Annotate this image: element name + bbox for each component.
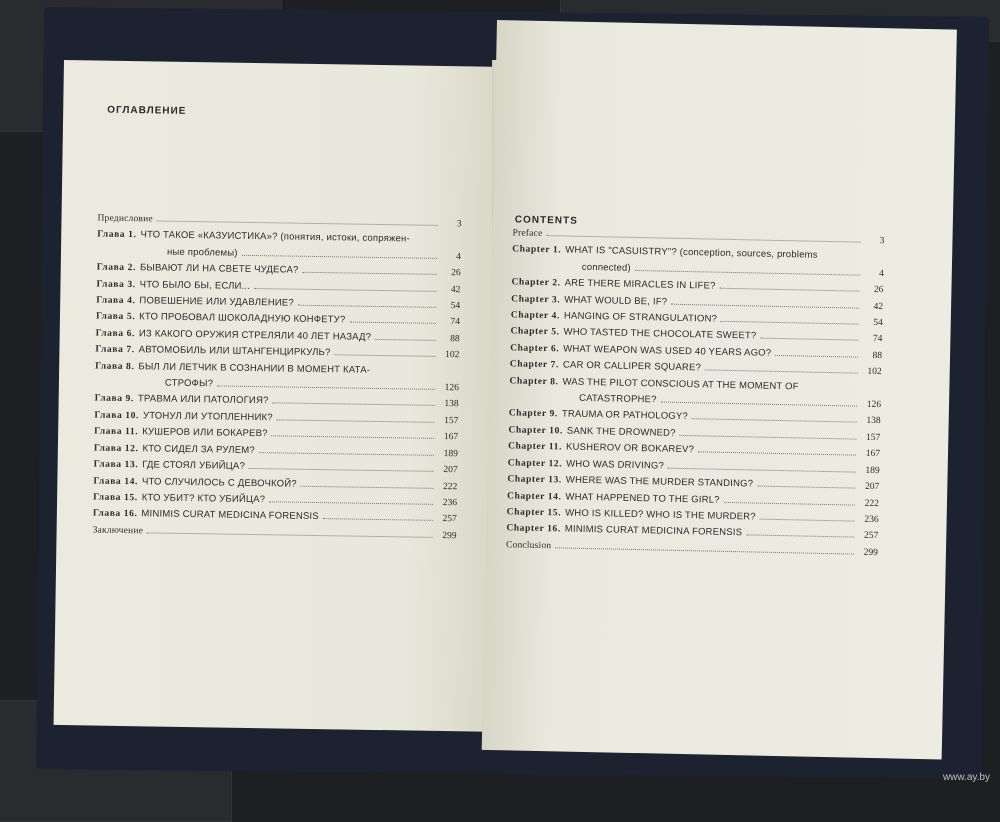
chapter-label: Глава 3. — [96, 279, 136, 290]
chapter-label: Chapter 7. — [509, 359, 559, 371]
chapter-label: Chapter 10. — [508, 425, 563, 437]
watermark: www.ay.by — [942, 772, 990, 783]
page-number: 4 — [878, 268, 884, 279]
page-number: 257 — [863, 531, 879, 542]
chapter-title: WHERE WAS THE MURDER STANDING? — [565, 474, 754, 490]
dot-leader — [671, 303, 859, 308]
chapter-label: Chapter 13. — [507, 474, 562, 486]
chapter-title: TRAUMA OR PATHOLOGY? — [561, 408, 689, 423]
page-number: 236 — [864, 514, 879, 526]
chapter-title: КТО СИДЕЛ ЗА РУЛЕМ? — [142, 442, 255, 456]
chapter-title: CAR OR CALLIPER SQUARE? — [562, 359, 702, 374]
chapter-label: Глава 8. — [95, 361, 135, 372]
page-number: 138 — [444, 399, 459, 410]
chapter-title: WAS THE PILOT CONSCIOUS AT THE MOMENT OF — [562, 376, 799, 393]
dot-leader — [147, 532, 433, 537]
dot-leader — [724, 501, 855, 505]
dot-leader — [680, 435, 857, 440]
dot-leader — [242, 255, 437, 259]
dot-leader — [334, 355, 435, 358]
page-number: 26 — [451, 268, 461, 279]
chapter-title: KUSHEROV OR BOKAREV? — [565, 441, 695, 456]
page-number: 88 — [872, 350, 883, 361]
dot-leader — [217, 386, 435, 390]
page-number: 167 — [443, 432, 459, 443]
chapter-title: КТО УБИТ? КТО УБИЙЦА? — [141, 492, 266, 506]
chapter-label: Глава 9. — [94, 393, 134, 405]
dot-leader — [349, 322, 436, 324]
chapter-title: WHO TASTED THE CHOCOLATE SWEET? — [563, 326, 757, 342]
dot-leader — [661, 402, 857, 407]
chapter-label: Глава 14. — [93, 476, 139, 487]
dot-leader — [254, 288, 436, 292]
chapter-title: connected) — [581, 261, 631, 274]
dot-leader — [760, 519, 855, 522]
chapter-title: Preface — [512, 228, 543, 239]
dot-leader — [301, 485, 434, 488]
chapter-label: Chapter 9. — [508, 408, 558, 420]
dot-leader — [277, 419, 435, 422]
chapter-label: Chapter 6. — [510, 343, 560, 355]
page-number: 157 — [444, 415, 459, 427]
page-heading: ОГЛАВЛЕНИЕ — [107, 104, 187, 117]
dot-leader — [298, 305, 436, 308]
chapter-label: Chapter 12. — [507, 458, 563, 470]
chapter-title: ЧТО ТАКОЕ «КАЗУИСТИКА»? (понятия, истоки, сопряжен- — [140, 229, 410, 245]
chapter-label: Chapter 16. — [506, 523, 561, 535]
chapter-label: Глава 4. — [96, 295, 136, 307]
chapter-title: WHAT IS "CASUISTRY"? (conception, sources, problems — [565, 244, 818, 262]
table-of-contents — [506, 225, 885, 561]
dot-leader — [719, 288, 859, 292]
chapter-label: Глава 13. — [93, 459, 139, 471]
chapter-label: Chapter 11. — [507, 441, 563, 453]
chapter-title: WHAT WEAPON WAS USED 40 YEARS AGO? — [563, 343, 772, 359]
page-number: 222 — [443, 481, 458, 492]
page-number: 42 — [450, 284, 461, 295]
left-page — [54, 60, 500, 732]
page-number: 167 — [865, 449, 881, 460]
chapter-label: Глава 5. — [95, 311, 136, 323]
page-number: 189 — [443, 448, 458, 459]
page-number: 74 — [450, 317, 461, 328]
chapter-title: WHO WAS DRIVING? — [566, 458, 665, 472]
dot-leader — [546, 235, 860, 243]
chapter-label: Chapter 8. — [509, 375, 559, 388]
dot-leader — [721, 321, 859, 325]
chapter-title: ЧТО СЛУЧИЛОСЬ С ДЕВОЧКОЙ? — [141, 475, 297, 490]
chapter-label: Chapter 3. — [511, 293, 561, 306]
dot-leader — [760, 338, 858, 341]
page-number: 138 — [866, 416, 881, 427]
page-number: 3 — [456, 219, 462, 230]
chapter-label: Глава 16. — [92, 508, 138, 520]
page-number: 299 — [863, 547, 879, 558]
chapter-title: ГДЕ СТОЯЛ УБИЙЦА? — [142, 459, 246, 472]
page-number: 102 — [445, 350, 460, 361]
page-number: 236 — [442, 497, 458, 509]
chapter-title: WHO IS KILLED? WHO IS THE MURDER? — [565, 507, 756, 523]
chapter-title: Заключение — [92, 525, 144, 537]
chapter-label: Глава 12. — [93, 443, 139, 454]
chapter-title: ТРАВМА ИЛИ ПАТОЛОГИЯ? — [137, 393, 269, 407]
dot-leader — [746, 535, 854, 538]
chapter-label: Глава 15. — [93, 492, 138, 504]
page-number: 74 — [872, 334, 883, 345]
dot-leader — [692, 419, 857, 423]
page-number: 4 — [456, 251, 462, 263]
right-page — [482, 20, 957, 759]
page-number: 54 — [450, 301, 461, 312]
chapter-title: АВТОМОБИЛЬ ИЛИ ШТАНГЕНЦИРКУЛЬ? — [138, 344, 331, 359]
chapter-title: ПОВЕШЕНИЕ ИЛИ УДАВЛЕНИЕ? — [139, 295, 294, 309]
chapter-title: CATASTROPHE? — [578, 392, 657, 406]
dot-leader — [259, 452, 434, 456]
page-number: 42 — [873, 301, 884, 312]
page-number: 207 — [443, 465, 458, 476]
chapter-title: КТО ПРОБОВАЛ ШОКОЛАДНУЮ КОНФЕТУ? — [139, 311, 346, 326]
chapter-label: Chapter 5. — [510, 326, 560, 338]
dot-leader — [775, 355, 858, 358]
chapter-title: ЧТО БЫЛО БЫ, ЕСЛИ... — [139, 278, 251, 292]
page-number: 299 — [442, 530, 457, 541]
chapter-title: ные проблемы) — [166, 246, 238, 259]
dot-leader — [323, 518, 433, 521]
chapter-title: БЫЛ ЛИ ЛЕТЧИК В СОЗНАНИИ В МОМЕНТ КАТА- — [138, 360, 371, 376]
chapter-title: SANK THE DROWNED? — [566, 425, 676, 439]
chapter-label: Глава 2. — [96, 262, 137, 274]
chapter-label: Глава 11. — [94, 426, 139, 438]
chapter-label: Chapter 2. — [511, 277, 561, 289]
chapter-title: СТРОФЫ? — [164, 377, 214, 390]
chapter-label: Chapter 4. — [510, 310, 561, 322]
dot-leader — [302, 272, 436, 275]
chapter-title: УТОНУЛ ЛИ УТОПЛЕННИК? — [142, 410, 273, 424]
chapter-title: Conclusion — [505, 540, 552, 551]
chapter-title: MINIMIS CURAT MEDICINA FORENSIS — [564, 523, 743, 539]
chapter-title: WHAT HAPPENED TO THE GIRL? — [565, 491, 720, 506]
chapter-title: ARE THERE MIRACLES IN LIFE? — [564, 277, 716, 292]
page-number: 157 — [865, 432, 881, 443]
dot-leader — [272, 436, 435, 440]
chapter-label: Chapter 15. — [506, 507, 562, 519]
chapter-title: ИЗ КАКОГО ОРУЖИЯ СТРЕЛЯЛИ 40 ЛЕТ НАЗАД? — [138, 328, 372, 343]
page-number: 102 — [867, 367, 882, 378]
chapter-label: Глава 1. — [97, 229, 137, 241]
page-number: 126 — [866, 399, 882, 411]
chapter-title: КУШЕРОВ ИЛИ БОКАРЕВ? — [142, 426, 268, 440]
dot-leader — [705, 370, 858, 374]
dot-leader — [698, 452, 856, 456]
chapter-title: HANGING OF STRANGULATION? — [563, 310, 718, 325]
dot-leader — [635, 270, 860, 276]
chapter-label: Глава 10. — [94, 410, 140, 422]
dot-leader — [757, 486, 855, 489]
page-number: 189 — [865, 465, 880, 476]
page-number: 26 — [873, 285, 884, 296]
chapter-label: Chapter 14. — [506, 490, 562, 502]
dot-leader — [269, 501, 433, 505]
chapter-title: WHAT WOULD BE, IF? — [564, 294, 668, 308]
page-number: 3 — [879, 236, 885, 247]
dot-leader — [272, 403, 434, 407]
page-number: 222 — [864, 498, 880, 509]
page-number: 257 — [442, 514, 457, 525]
table-of-contents — [92, 211, 461, 545]
page-number: 54 — [873, 317, 883, 329]
dot-leader — [668, 467, 856, 472]
dot-leader — [555, 547, 854, 554]
page-heading: CONTENTS — [514, 214, 578, 227]
page-number: 207 — [864, 481, 880, 493]
page-number: 126 — [444, 383, 459, 394]
dot-leader — [375, 339, 436, 341]
page-number: 88 — [450, 333, 460, 345]
chapter-title: Предисловие — [97, 213, 153, 225]
chapter-label: Chapter 1. — [512, 244, 562, 256]
dot-leader — [157, 220, 438, 225]
chapter-label: Глава 6. — [95, 328, 136, 339]
chapter-label: Глава 7. — [95, 344, 135, 356]
dot-leader — [249, 468, 434, 472]
chapter-title: MINIMIS CURAT MEDICINA FORENSIS — [141, 508, 319, 523]
chapter-title: БЫВАЮТ ЛИ НА СВЕТЕ ЧУДЕСА? — [139, 262, 299, 276]
